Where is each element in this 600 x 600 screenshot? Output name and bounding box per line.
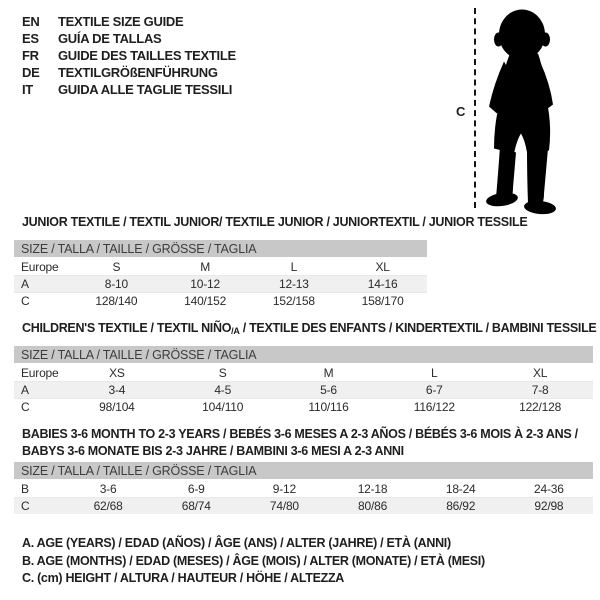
lang-title: TEXTILE SIZE GUIDE — [58, 14, 184, 29]
cell: 104/110 — [170, 398, 276, 415]
cell: 3-4 — [64, 381, 170, 398]
lang-code: FR — [22, 48, 39, 63]
table-header-row — [14, 346, 593, 364]
cell: 152/158 — [250, 292, 339, 309]
cell: 5-6 — [276, 381, 382, 398]
row-label: Europe — [21, 365, 59, 380]
cell: 8-10 — [72, 275, 161, 292]
cell: 140/152 — [161, 292, 250, 309]
cell: 18-24 — [445, 481, 476, 496]
babies-section-title — [22, 426, 578, 460]
legend-notes — [22, 535, 485, 588]
lang-code: IT — [22, 82, 33, 97]
babies-size-table — [14, 462, 593, 514]
table-row — [14, 364, 593, 381]
lang-row-de — [22, 64, 236, 81]
cell: 86/92 — [417, 497, 505, 514]
height-measure-dashed-line — [474, 8, 476, 208]
children-size-table — [14, 346, 593, 415]
cell: 92/98 — [505, 497, 593, 514]
children-section-title — [22, 320, 596, 340]
table-row — [14, 497, 593, 514]
cell: XL — [375, 259, 390, 274]
cell: XS — [109, 365, 125, 380]
table-row — [14, 275, 427, 292]
cell: 12-18 — [357, 481, 388, 496]
lang-code: EN — [22, 14, 40, 29]
lang-row-en — [22, 13, 236, 30]
cell: M — [323, 365, 334, 380]
cell: 98/104 — [64, 398, 170, 415]
cell: 6-9 — [187, 481, 205, 496]
language-title-block — [22, 13, 236, 98]
row-label: A — [14, 381, 64, 398]
cell: 68/74 — [152, 497, 240, 514]
cell: M — [200, 259, 211, 274]
lang-row-it — [22, 81, 236, 98]
children-title-pre: CHILDREN'S TEXTILE / TEXTIL NIÑO — [22, 321, 232, 335]
row-label: C — [14, 497, 64, 514]
cell: 74/80 — [240, 497, 328, 514]
table-row — [14, 480, 593, 497]
cell: 110/116 — [276, 398, 382, 415]
cell: 3-6 — [99, 481, 117, 496]
cell: 116/122 — [381, 398, 487, 415]
junior-size-table — [14, 240, 427, 309]
size-header-cell: SIZE / TALLA / TAILLE / GRÖSSE / TAGLIA — [14, 240, 427, 258]
row-label: C — [14, 292, 72, 309]
cell: S — [112, 259, 121, 274]
table-header-row — [14, 240, 427, 258]
lang-title: GUIDA ALLE TAGLIE TESSILI — [58, 82, 233, 97]
cell: 14-16 — [338, 275, 427, 292]
babies-title-line1: BABIES 3-6 MONTH TO 2-3 YEARS / BEBÉS 3-6 MESES A 2-3 AÑOS / BÉBÉS 3-6 MOIS À 2-3 ANS / — [22, 427, 578, 441]
cell: XL — [532, 365, 548, 380]
cell: 80/86 — [328, 497, 416, 514]
table-row — [14, 381, 593, 398]
cell: 158/170 — [338, 292, 427, 309]
children-title-sub: /A — [231, 326, 240, 336]
lang-row-fr — [22, 47, 236, 64]
cell: L — [290, 259, 298, 274]
cell: 128/140 — [72, 292, 161, 309]
junior-section-title: JUNIOR TEXTILE / TEXTIL JUNIOR/ TEXTILE JUNIOR / JUNIORTEXTIL / JUNIOR TESSILE — [22, 215, 528, 229]
row-label: Europe — [21, 259, 59, 274]
children-title-post: / TEXTILE DES ENFANTS / KINDERTEXTIL / BAMBINI TESSILE — [239, 321, 597, 335]
cell: S — [218, 365, 227, 380]
cell: L — [431, 365, 438, 380]
cell: 62/68 — [64, 497, 152, 514]
table-row — [14, 292, 427, 309]
lang-title: GUÍA DE TALLAS — [58, 31, 162, 46]
table-row — [14, 398, 593, 415]
cell: 7-8 — [487, 381, 593, 398]
note-age-months: B. AGE (MONTHS) / EDAD (MESES) / ÂGE (MOIS) / ALTER (MONATE) / ETÀ (MESI) — [22, 553, 485, 568]
cell: 9-12 — [272, 481, 296, 496]
note-height-cm: C. (cm) HEIGHT / ALTURA / HAUTEUR / HÖHE / ALTEZZA — [22, 571, 345, 585]
lang-code: ES — [22, 31, 39, 46]
row-label: C — [14, 398, 64, 415]
note-age-years: A. AGE (YEARS) / EDAD (AÑOS) / ÂGE (ANS) / ALTER (JAHRE) / ETÀ (ANNI) — [22, 536, 451, 550]
lang-title: TEXTILGRÖßENFÜHRUNG — [58, 65, 218, 80]
cell: 6-7 — [381, 381, 487, 398]
cell: 10-12 — [161, 275, 250, 292]
table-header-row — [14, 462, 593, 480]
baby-silhouette-icon — [481, 7, 575, 216]
lang-row-es — [22, 30, 236, 47]
lang-code: DE — [22, 65, 40, 80]
row-label: B — [21, 481, 29, 496]
lang-title: GUIDE DES TAILLES TEXTILE — [58, 48, 236, 63]
babies-title-line2: BABYS 3-6 MONATE BIS 2-3 JAHRE / BAMBINI 3-6 MESI A 2-3 ANNI — [22, 444, 404, 458]
cell: 4-5 — [170, 381, 276, 398]
row-label: A — [14, 275, 72, 292]
cell: 24-36 — [534, 481, 564, 496]
size-header-cell: SIZE / TALLA / TAILLE / GRÖSSE / TAGLIA — [14, 346, 593, 364]
figure-height-label: C — [456, 104, 466, 119]
cell: 12-13 — [250, 275, 339, 292]
table-row — [14, 258, 427, 275]
size-header-cell: SIZE / TALLA / TAILLE / GRÖSSE / TAGLIA — [14, 462, 593, 480]
cell: 122/128 — [487, 398, 593, 415]
